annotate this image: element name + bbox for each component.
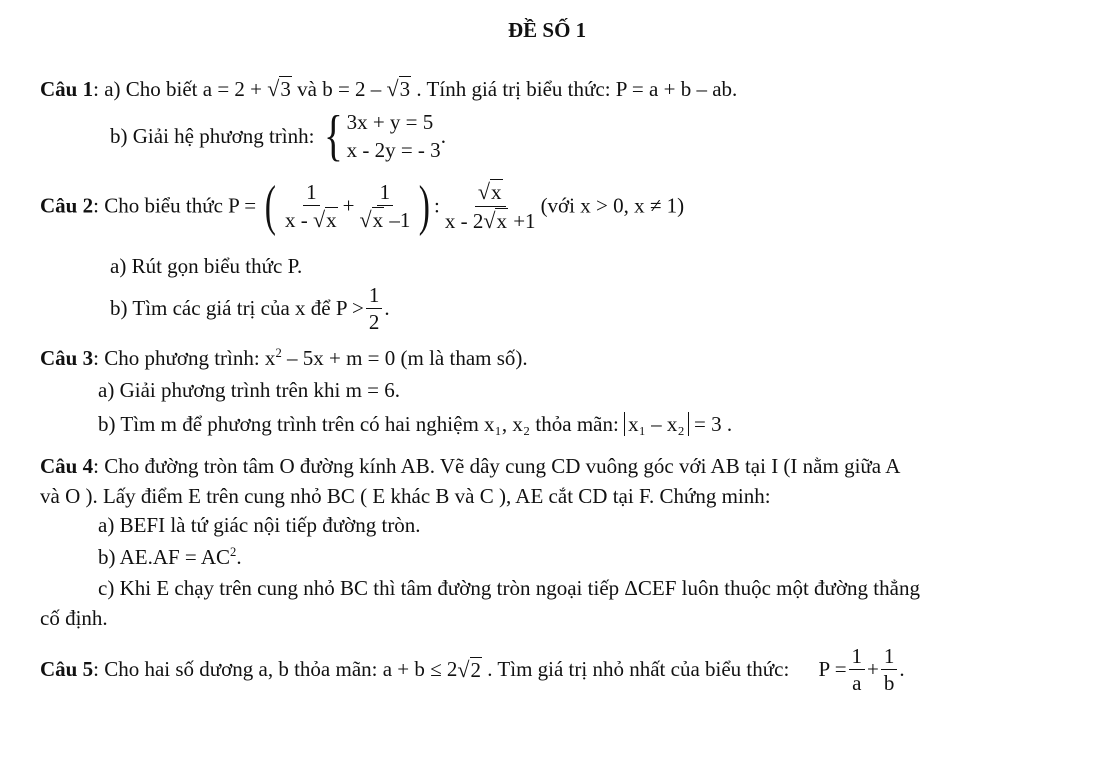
question-2-part-a: a) Rút gọn biểu thức P.	[110, 254, 303, 278]
fraction: $\frac{1}{√x -1}$	[359, 179, 411, 232]
question-5: Câu 5: Cho hai số dương a, b thỏa mãn: a + b ≤ 2√2 . Tìm giá trị nhỏ nhất của biểu thức: P = $\frac{1}{a}$ + $\frac{1}{b}$ .	[40, 644, 905, 696]
fraction: $\frac{√x}{x - 2√x +1}$	[444, 179, 536, 233]
fraction: $\frac{1}{2}$	[366, 284, 383, 333]
question-3-part-b: b) Tìm m để phương trình trên có hai nghiệm x₁, x₂ thỏa mãn: x₁ – x₂ = 3 .	[98, 412, 733, 436]
left-brace-icon: {	[323, 105, 343, 168]
question-3-intro: Câu 3: Cho phương trình: $x^2 - 5x + m = 0$ (m là tham số).	[40, 346, 528, 370]
question-2-intro: Câu 2: Cho biểu thức P = ( $\frac{1}{x - √x}$ + $\frac{1}{√x -1}$ ) : $\frac{√x}{x - 2√x +1}$ (với x > 0, x ≠ 1)	[40, 175, 685, 237]
question-1-part-b: b) Giải hệ phương trình: { 3x + y = 5 x - 2y = - 3 .	[110, 105, 446, 168]
fraction: $\frac{1}{b}$	[881, 645, 898, 694]
page-title: ĐỀ SỐ 1	[508, 18, 587, 42]
sqrt-symbol: √3	[386, 76, 411, 101]
right-paren-icon: )	[419, 175, 431, 237]
question-2-label: Câu 2	[40, 193, 94, 218]
question-2-part-b: b) Tìm các giá trị của x để P > $\frac{1}{2}$ .	[110, 283, 390, 335]
question-1-label: Câu 1	[40, 77, 94, 101]
question-4-part-a: a) BEFI là tứ giác nội tiếp đường tròn.	[98, 513, 421, 537]
sqrt-symbol: √2	[457, 656, 482, 682]
question-4-part-b: b) $AE.AF = AC^2$.	[98, 545, 242, 569]
question-4-label: Câu 4	[40, 454, 94, 478]
question-5-label: Câu 5	[40, 657, 94, 682]
question-4-line-2: và O ). Lấy điểm E trên cung nhỏ BC ( E khác B và C ), AE cắt CD tại F. Chứng minh:	[40, 484, 771, 508]
question-3-label: Câu 3	[40, 346, 94, 370]
question-1-part-a: Câu 1: a) Cho biết a = 2 + √3 và b = 2 – √3 . Tính giá trị biểu thức: P = a + b – ab.	[40, 76, 738, 101]
left-paren-icon: (	[265, 175, 277, 237]
fraction: $\frac{1}{a}$	[849, 645, 866, 694]
question-3-part-a: a) Giải phương trình trên khi m = 6.	[98, 378, 401, 402]
question-4-part-c-line-2: cố định.	[40, 606, 108, 630]
question-4-part-c-line-1: c) Khi E chạy trên cung nhỏ BC thì tâm đường tròn ngoại tiếp ΔCEF luôn thuộc một đường thẳng	[98, 576, 920, 600]
fraction: $\frac{1}{x - √x}$	[285, 179, 337, 232]
question-4-line-1: Câu 4: Cho đường tròn tâm O đường kính AB. Vẽ dây cung CD vuông góc với AB tại I (I nằm giữa A	[40, 454, 901, 478]
equation-system: 3x + y = 5 x - 2y = - 3	[346, 110, 441, 163]
absolute-value: x₁ – x₂	[624, 412, 689, 436]
sqrt-symbol: √3	[267, 76, 291, 101]
